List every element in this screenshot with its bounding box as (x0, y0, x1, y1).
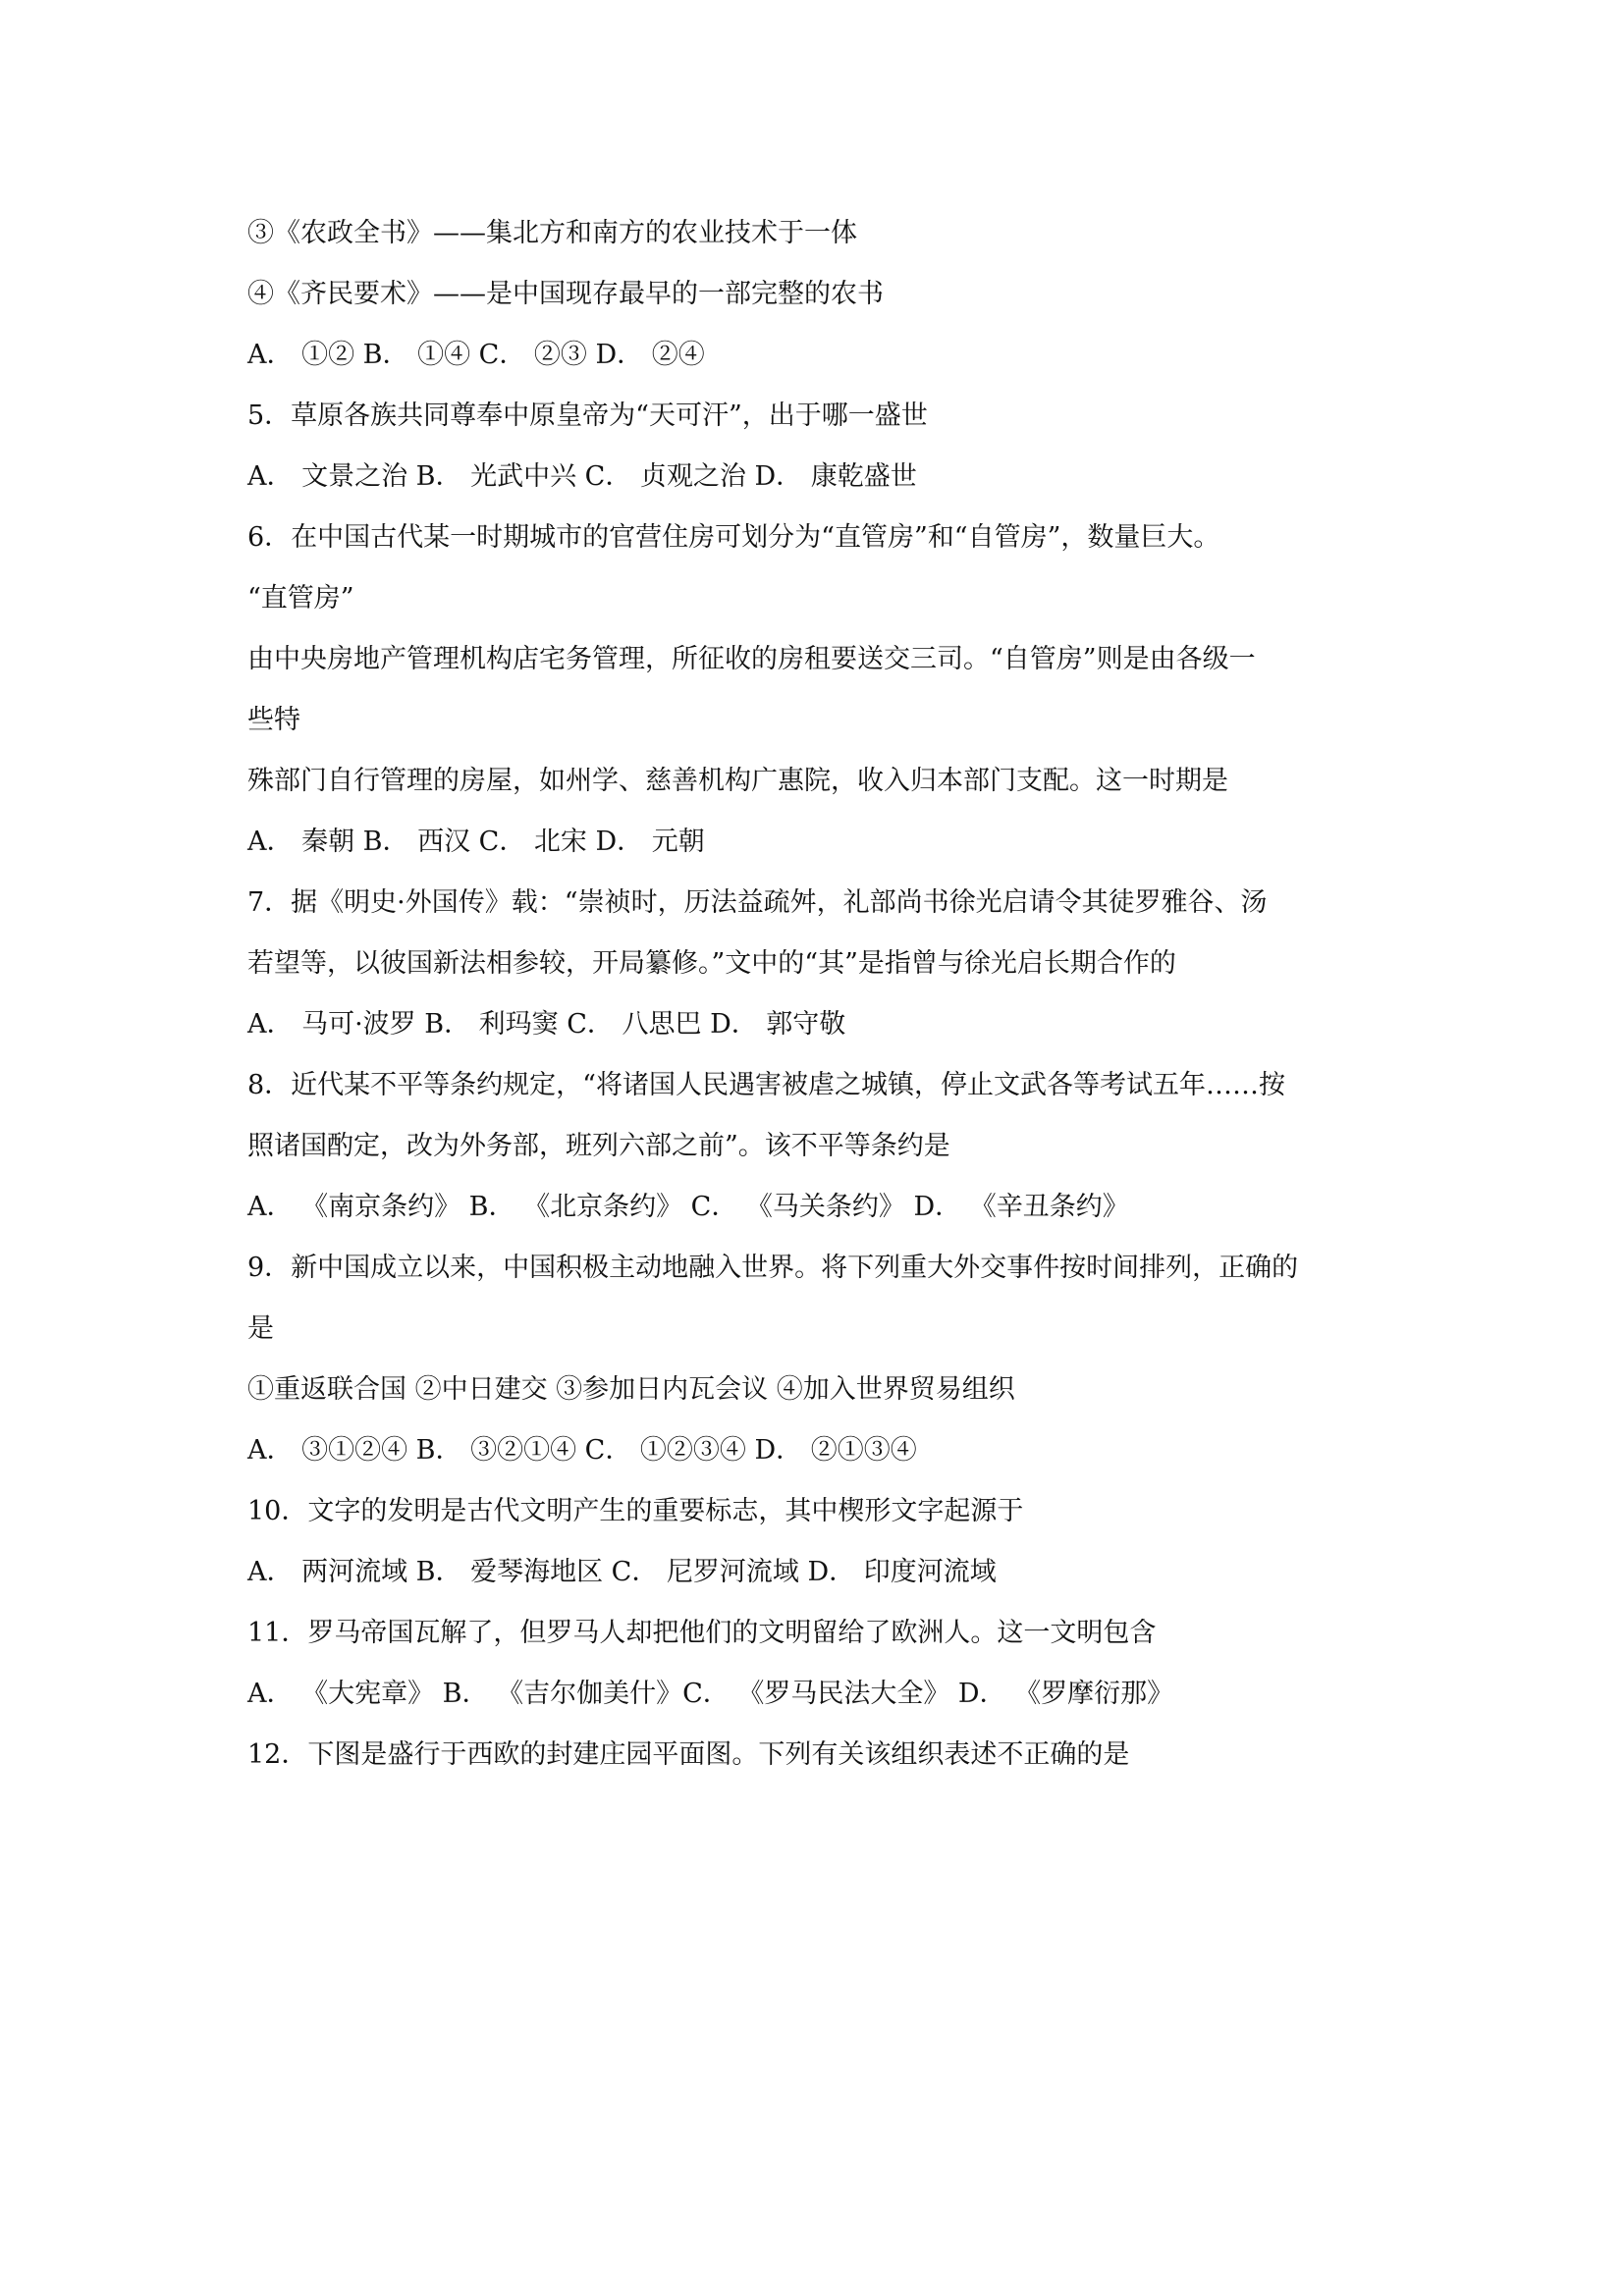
text-line: ③《农政全书》——集北方和南方的农业技术于一体 (247, 218, 857, 248)
text-line: 由中央房地产管理机构店宅务管理，所征收的房租要送交三司。“自管房”则是由各级一 (247, 644, 1256, 674)
question-8: 8．近代某不平等条约规定，“将诸国人民遇害被虐之城镇，停止文武各等考试五年……按 (247, 1070, 1285, 1100)
answer-options: A． 两河流域 B． 爱琴海地区 C． 尼罗河流域 D． 印度河流域 (247, 1557, 997, 1587)
question-12: 12．下图是盛行于西欧的封建庄园平面图。下列有关该组织表述不正确的是 (247, 1739, 1130, 1770)
answer-options: A． 文景之治 B． 光武中兴 C． 贞观之治 D． 康乾盛世 (247, 461, 917, 492)
question-9: 9．新中国成立以来，中国积极主动地融入世界。将下列重大外交事件按时间排列，正确的 (247, 1253, 1299, 1283)
text-line: “直管房” (247, 583, 354, 614)
answer-options: A． 《南京条约》 B． 《北京条约》 C． 《马关条约》 D． 《辛丑条约》 (247, 1192, 1129, 1222)
answer-options: A． 《大宪章》 B． 《吉尔伽美什》C． 《罗马民法大全》 D． 《罗摩衍那》 (247, 1679, 1174, 1709)
text-line: 些特 (247, 705, 300, 735)
question-7: 7．据《明史·外国传》载：“崇祯时，历法益疏舛，礼部尚书徐光启请令其徒罗雅谷、汤 (247, 887, 1268, 918)
question-11: 11．罗马帝国瓦解了，但罗马人却把他们的文明留给了欧洲人。这一文明包含 (247, 1618, 1157, 1648)
answer-options: A． 马可·波罗 B． 利玛窦 C． 八思巴 D． 郭守敬 (247, 1009, 846, 1040)
question-10: 10．文字的发明是古代文明产生的重要标志，其中楔形文字起源于 (247, 1496, 1024, 1526)
text-line: ①重返联合国 ②中日建交 ③参加日内瓦会议 ④加入世界贸易组织 (247, 1374, 1015, 1405)
text-line: 殊部门自行管理的房屋，如州学、慈善机构广惠院，收入归本部门支配。这一时期是 (247, 766, 1228, 796)
answer-options: A． 秦朝 B． 西汉 C． 北宋 D． 元朝 (247, 827, 705, 857)
question-6: 6．在中国古代某一时期城市的官营住房可划分为“直管房”和“自管房”，数量巨大。 (247, 522, 1220, 553)
answer-options: A． ①② B． ①④ C． ②③ D． ②④ (247, 340, 705, 370)
question-5: 5．草原各族共同尊奉中原皇帝为“天可汗”，出于哪一盛世 (247, 400, 928, 431)
text-line: 照诸国酌定，改为外务部，班列六部之前”。该不平等条约是 (247, 1131, 950, 1161)
answer-options: A． ③①②④ B． ③②①④ C． ①②③④ D． ②①③④ (247, 1435, 917, 1466)
text-line: 是 (247, 1313, 274, 1344)
text-line: ④《齐民要术》——是中国现存最早的一部完整的农书 (247, 279, 884, 309)
text-line: 若望等，以彼国新法相参较，开局纂修。”文中的“其”是指曾与徐光启长期合作的 (247, 948, 1176, 979)
